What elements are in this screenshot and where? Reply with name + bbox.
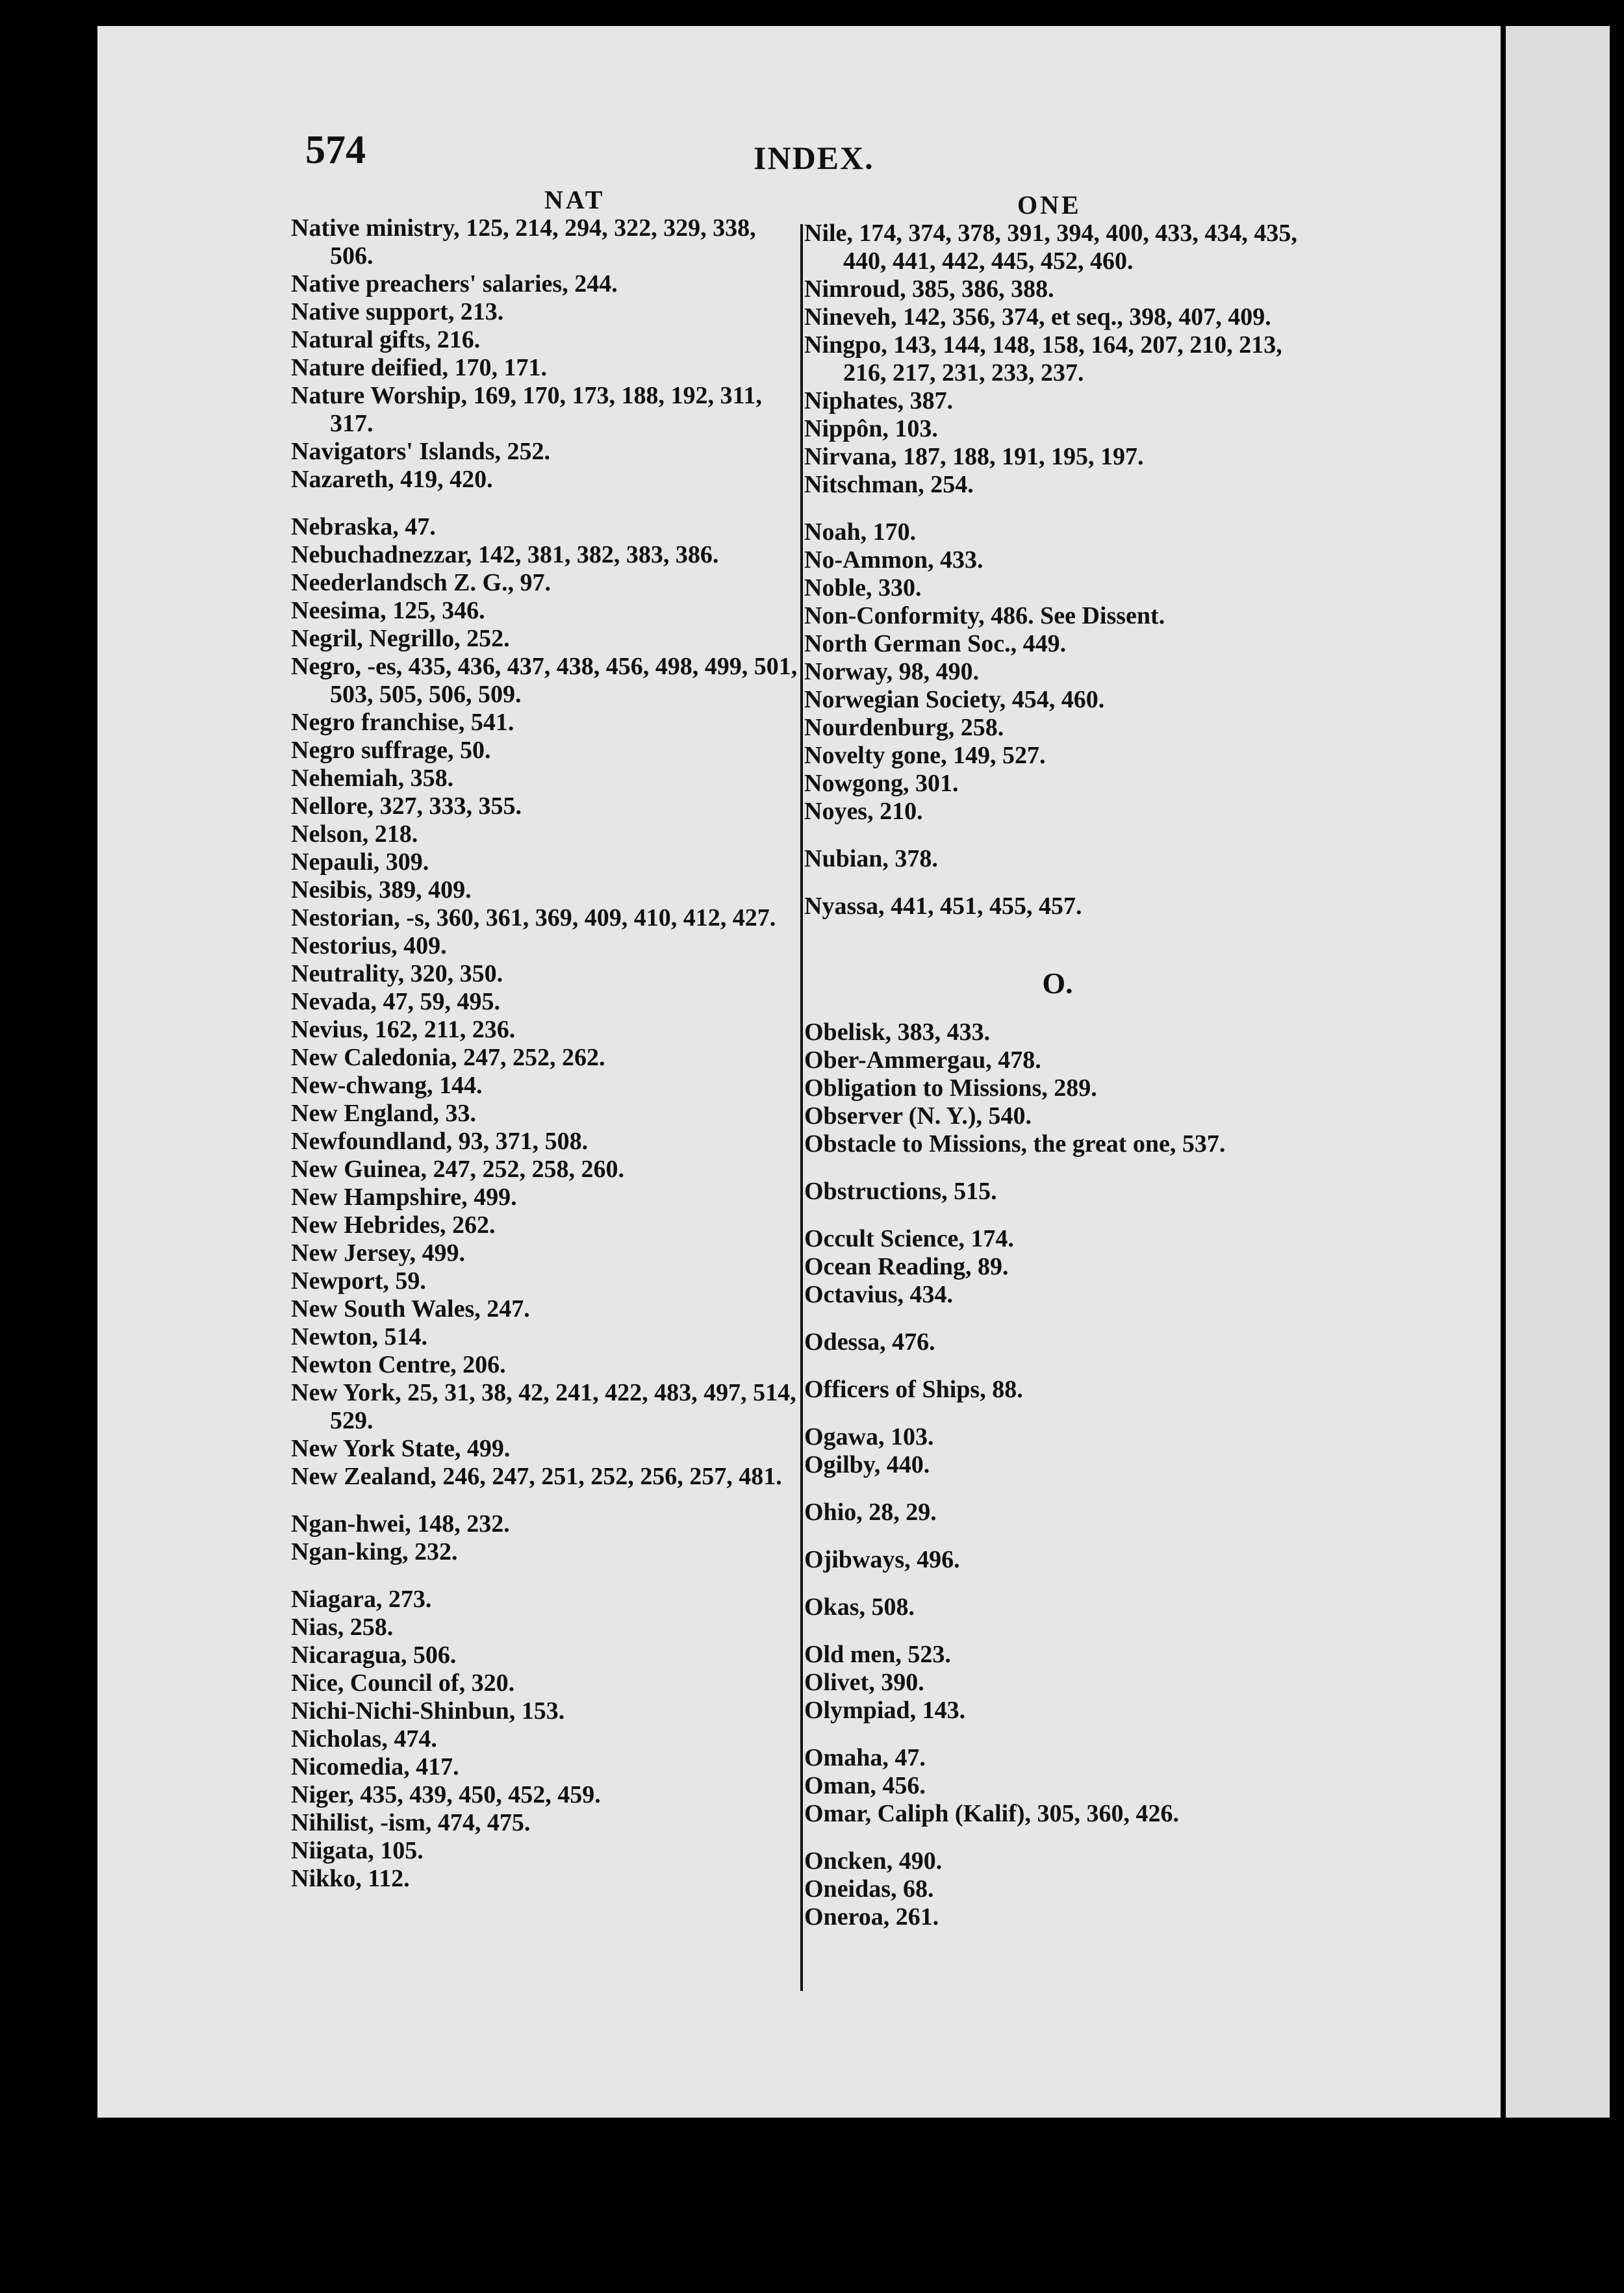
index-entry: Octavius, 434. [804, 1281, 954, 1308]
index-entry: Nowgong, 301. [804, 770, 959, 797]
index-entry: Nicomedia, 417. [291, 1753, 459, 1780]
index-entry: Nihilist, -ism, 474, 475. [291, 1809, 531, 1836]
index-entry: Norwegian Society, 454, 460. [804, 686, 1105, 713]
left-column-header: NAT [544, 185, 605, 214]
index-entry: Ogilby, 440. [804, 1451, 930, 1478]
index-entry: Niger, 435, 439, 450, 452, 459. [291, 1781, 601, 1808]
index-entry: Nellore, 327, 333, 355. [291, 792, 522, 820]
index-entry: Obelisk, 383, 433. [804, 1019, 991, 1046]
index-entry: Nevada, 47, 59, 495. [291, 988, 500, 1015]
index-entry: Ngan-hwei, 148, 232. [291, 1510, 510, 1538]
index-entry: New Caledonia, 247, 252, 262. [291, 1044, 605, 1071]
index-entry: Nimroud, 385, 386, 388. [804, 275, 1054, 303]
index-entry: New Jersey, 499. [291, 1239, 466, 1267]
index-entry: Nice, Council of, 320. [291, 1669, 515, 1697]
index-entry: Newton, 514. [291, 1323, 428, 1350]
index-entry: Non-Conformity, 486. See Dissent. [804, 602, 1165, 629]
index-entry: Nias, 258. [291, 1614, 394, 1641]
index-entry: Omar, Caliph (Kalif), 305, 360, 426. [804, 1800, 1180, 1827]
index-entry: Niphates, 387. [804, 387, 954, 414]
index-entry: Norway, 98, 490. [804, 658, 980, 685]
index-entry: Officers of Ships, 88. [804, 1376, 1023, 1403]
index-entry: Natural gifts, 216. [291, 326, 481, 353]
index-entry: Nepauli, 309. [291, 848, 429, 876]
index-entry: New Zealand, 246, 247, 251, 252, 256, 257, 481. [291, 1463, 782, 1490]
running-head: INDEX. [754, 140, 874, 176]
index-entry: Okas, 508. [804, 1593, 915, 1621]
index-entry: Ojibways, 496. [804, 1546, 960, 1573]
index-entry: Nature deified, 170, 171. [291, 354, 548, 381]
index-entry: Odessa, 476. [804, 1328, 935, 1356]
index-entry: Nourdenburg, 258. [804, 714, 1004, 741]
index-entry: Observer (N. Y.), 540. [804, 1102, 1032, 1130]
left-column [291, 214, 804, 1893]
index-entry: Nineveh, 142, 356, 374, et seq., 398, 407, 409. [804, 303, 1271, 331]
index-entry: New Hebrides, 262. [291, 1211, 496, 1239]
index-entry: Neesima, 125, 346. [291, 597, 485, 624]
section-letter: O. [1042, 967, 1073, 1000]
index-entry: Nirvana, 187, 188, 191, 195, 197. [804, 443, 1144, 470]
index-entry: Nichi-Nichi-Shinbun, 153. [291, 1697, 565, 1725]
index-entry: Neutrality, 320, 350. [291, 960, 503, 987]
index-entry: Nicholas, 474. [291, 1725, 437, 1753]
index-entry: Nevius, 162, 211, 236. [291, 1016, 516, 1043]
index-entry: Neederlandsch Z. G., 97. [291, 569, 552, 596]
index-entry: Nestorian, -s, 360, 361, 369, 409, 410, 412, 427. [291, 904, 776, 931]
index-entry: Olympiad, 143. [804, 1697, 966, 1724]
index-entry: Negril, Negrillo, 252. [291, 625, 510, 652]
index-entry: Olivet, 390. [804, 1669, 924, 1696]
index-entry: Niagara, 273. [291, 1586, 432, 1613]
index-entry: North German Soc., 449. [804, 630, 1067, 657]
right-column [804, 220, 1324, 1931]
index-entry: No-Ammon, 433. [804, 546, 983, 574]
index-entry: Ober-Ammergau, 478. [804, 1046, 1041, 1074]
index-entry: Nicaragua, 506. [291, 1641, 457, 1669]
index-entry: Old men, 523. [804, 1641, 951, 1668]
index-entry: Noble, 330. [804, 574, 922, 602]
index-entry: Nubian, 378. [804, 845, 938, 872]
index-entry: Native preachers' salaries, 244. [291, 270, 618, 298]
index-entry: Nebraska, 47. [291, 513, 436, 540]
index-entry: Nile, 174, 374, 378, 391, 394, 400, 433, 434, 435, 440, 441, 442, 445, 452, 460. [804, 220, 1297, 275]
index-entry: Negro, -es, 435, 436, 437, 438, 456, 498, 499, 501, 503, 505, 506, 509. [291, 653, 798, 708]
index-entry: Ocean Reading, 89. [804, 1253, 1009, 1280]
index-entry: Navigators' Islands, 252. [291, 438, 551, 465]
index-entry: Novelty gone, 149, 527. [804, 742, 1046, 769]
index-entry: Nitschman, 254. [804, 471, 974, 498]
index-entry: Native ministry, 125, 214, 294, 322, 329, 338, 506. [291, 214, 756, 270]
facing-page-edge [1506, 26, 1610, 2118]
index-entry: Nestorius, 409. [291, 932, 447, 959]
index-entry: Obligation to Missions, 289. [804, 1074, 1097, 1102]
index-entry: Oneidas, 68. [804, 1875, 934, 1903]
index-entry: Oncken, 490. [804, 1847, 943, 1875]
index-entry: New Guinea, 247, 252, 258, 260. [291, 1156, 624, 1183]
index-entry: New York, 25, 31, 38, 42, 241, 422, 483, 497, 514, 529. [291, 1379, 796, 1434]
index-entry: Obstructions, 515. [804, 1178, 997, 1205]
index-entry: Nature Worship, 169, 170, 173, 188, 192, 311, 317. [291, 382, 762, 437]
index-entry: Occult Science, 174. [804, 1225, 1014, 1252]
index-entry: Ningpo, 143, 144, 148, 158, 164, 207, 210, 213, 216, 217, 231, 233, 237. [804, 331, 1282, 386]
page-number: 574 [305, 128, 366, 172]
index-entry: New York State, 499. [291, 1435, 511, 1462]
index-entry: Noah, 170. [804, 518, 917, 546]
index-entry: Ohio, 28, 29. [804, 1499, 937, 1526]
index-entry: Nippôn, 103. [804, 415, 938, 442]
index-entry: Ngan-king, 232. [291, 1538, 458, 1565]
index-entry: Newfoundland, 93, 371, 508. [291, 1128, 589, 1155]
index-entry: Niigata, 105. [291, 1837, 424, 1864]
index-entry: Noyes, 210. [804, 798, 923, 825]
index-entry: Negro suffrage, 50. [291, 737, 491, 764]
index-entry: Nyassa, 441, 451, 455, 457. [804, 893, 1082, 920]
index-entry: Oman, 456. [804, 1772, 926, 1799]
index-entry: Nesibis, 389, 409. [291, 876, 472, 904]
index-entry: Newton Centre, 206. [291, 1351, 506, 1378]
index-entry: Nehemiah, 358. [291, 765, 454, 792]
index-entry: Nazareth, 419, 420. [291, 466, 493, 493]
index-entry: New Hampshire, 499. [291, 1184, 517, 1211]
index-entry: Ogawa, 103. [804, 1423, 934, 1451]
index-entry: Negro franchise, 541. [291, 709, 514, 736]
index-entry: Oneroa, 261. [804, 1903, 939, 1931]
index-entry: Native support, 213. [291, 298, 504, 325]
right-column-header: ONE [1017, 190, 1082, 220]
index-entry: New South Wales, 247. [291, 1295, 530, 1323]
index-entry: Newport, 59. [291, 1267, 426, 1295]
index-entry: Obstacle to Missions, the great one, 537. [804, 1130, 1226, 1158]
index-entry: New-chwang, 144. [291, 1072, 483, 1099]
index-entry: Nikko, 112. [291, 1865, 410, 1892]
index-entry: New England, 33. [291, 1100, 477, 1127]
index-entry: Nebuchadnezzar, 142, 381, 382, 383, 386. [291, 541, 719, 568]
index-entry: Nelson, 218. [291, 820, 418, 848]
index-entry: Omaha, 47. [804, 1744, 926, 1771]
